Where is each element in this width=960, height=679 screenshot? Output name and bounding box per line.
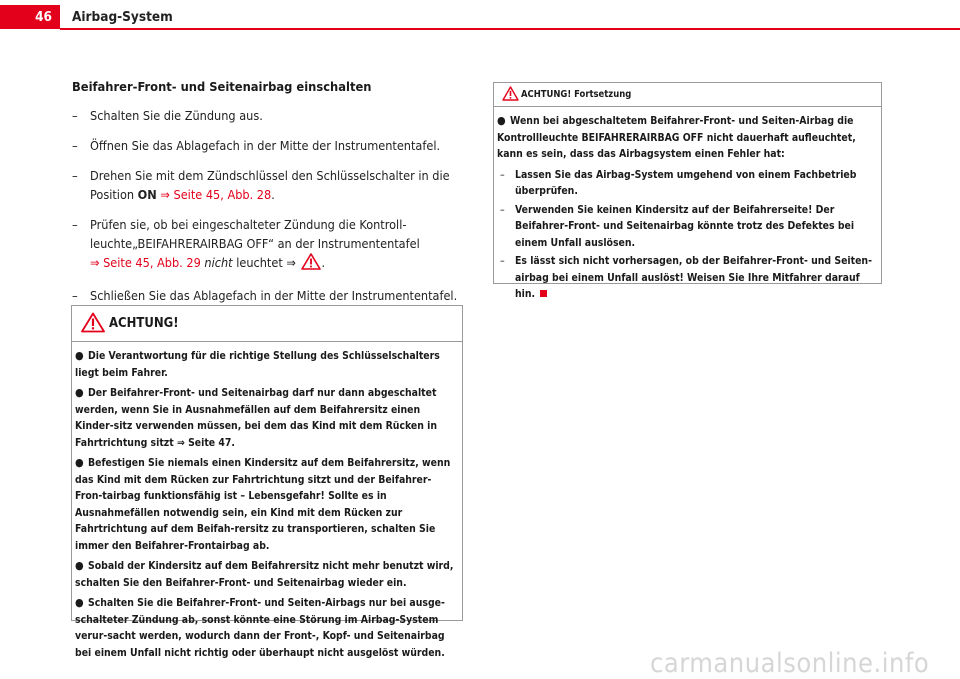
sub-item-text: Es lässt sich nicht vorhersagen, ob der Beifahrer-Front- und Seiten-airbag bei einem Unfall auslöst! Weisen Sie Ihre Mitfahrer darauf hin. (515, 255, 872, 300)
warning-item (75, 385, 458, 451)
step-dash: – (72, 108, 78, 123)
header-rule (60, 28, 960, 30)
instructions-column (72, 80, 464, 316)
sub-item-text: Verwenden Sie keinen Kindersitz auf der Beifahrerseite! Der Beifahrer-Front- und Seitenairbag könnte trotz des Defektes bei einem Unfall auslösen. (515, 203, 855, 249)
ref-arrow-icon: ⇒ (176, 436, 185, 449)
step-2 (72, 136, 464, 155)
continued-intro-text: Wenn bei abgeschaltetem Beifahrer-Front- und Seiten-Airbag die Kontrollleuchte BEIFAHRERAIRBAG OFF nicht dauerhaft aufleuchtet, kann es sein, dass das Airbagsystem einen Fehler hat: (497, 115, 856, 160)
step-dash: – (72, 217, 78, 232)
warning-item (75, 455, 458, 554)
continued-box-header (494, 83, 881, 107)
step-5 (72, 286, 464, 305)
watermark: carmanualsonline.info (650, 648, 930, 679)
position-on-label: ON (137, 187, 157, 202)
emphasis-text: nicht (204, 255, 233, 270)
step-4 (72, 215, 464, 275)
step-text: Öffnen Sie das Ablagefach in der Mitte der Instrumententafel. (90, 138, 441, 153)
step-dash: – (72, 288, 78, 303)
warning-triangle-icon (81, 312, 105, 337)
warning-heading: ACHTUNG! (109, 316, 179, 331)
warning-item (75, 558, 458, 591)
section-title: Beifahrer-Front- und Seitenairbag einschalten (72, 80, 372, 95)
sub-dash: – (500, 203, 505, 216)
ref-arrow-icon: ⇒ (90, 255, 100, 270)
bullet: ● (75, 596, 84, 609)
warning-item-text: Der Beifahrer-Front- und Seitenairbag darf nur dann abgeschaltet werden, wenn Sie in Ausnahmefällen auf dem Beifahrersitz einen Kinder-sitz verwenden müssen, bei dem das Kind mit dem Rücken in Fahrtrichtung sitzt (75, 387, 438, 449)
page-ref-link[interactable]: Seite 45, Abb. 28 (173, 187, 272, 202)
warning-item (75, 595, 458, 661)
continued-box-body (494, 107, 881, 303)
step-dash: – (72, 138, 78, 153)
sub-item (497, 253, 877, 303)
page-title: Airbag-System (72, 9, 173, 25)
warning-box-header (72, 306, 462, 342)
bullet: ● (75, 386, 84, 399)
page-number: 46 (0, 5, 60, 29)
warning-item-text: Schalten Sie die Beifahrer-Front- und Seiten-Airbags nur bei ausge-schalteter Zündung ab, sonst könnte eine Störung im Airbag-System verur-sacht werden, wodurch dann der Front-, Kopf- und Seitenairbag bei einem Unfall nicht richtig oder überhaupt nicht ausgelöst würden. (75, 597, 445, 659)
warning-item (75, 348, 458, 381)
bullet: ● (75, 456, 84, 469)
step-text: Prüfen sie, ob bei eingeschalteter Zündung die Kontroll-leuchte„BEIFAHRERAIRBAG OFF“ an der Instrumententafel (90, 217, 420, 251)
step-1 (72, 106, 464, 125)
step-tail: . (321, 255, 326, 270)
end-of-section-marker (540, 290, 547, 297)
warning-box (71, 305, 463, 659)
continued-warning-box (493, 82, 882, 300)
step-text: Drehen Sie mit dem Zündschlüssel den Schlüsselschalter in die Position (90, 168, 450, 202)
step-text: Schalten Sie die Zündung aus. (90, 108, 263, 123)
warning-item-text: Befestigen Sie niemals einen Kindersitz auf dem Beifahrersitz, wenn das Kind mit dem Rücken zur Fahrtrichtung sitzt und der Beifahrer-Fron-tairbag funktionsfähig ist – Lebensgefahr! Sollte es in Ausnahmefällen notwendig sein, ein Kind mit dem Rücken zur Fahrtrichtung auf dem Beifah-rersitz zu transportieren, schalten Sie immer den Beifahrer-Frontairbag ab. (75, 457, 451, 552)
warning-triangle-icon (301, 253, 321, 275)
sub-dash: – (500, 168, 505, 181)
bullet: ● (75, 559, 84, 572)
warning-triangle-icon (502, 86, 519, 105)
step-text: leuchtet ⇒ (232, 255, 296, 270)
step-text: Schließen Sie das Ablagefach in der Mitte der Instrumententafel. (90, 288, 458, 303)
warning-box-body (72, 342, 462, 661)
continued-intro (497, 113, 877, 163)
warning-item-text: Die Verantwortung für die richtige Stellung des Schlüsselschalters liegt beim Fahrer. (75, 350, 440, 379)
bullet: ● (75, 349, 84, 362)
step-3 (72, 166, 464, 204)
step-dash: – (72, 168, 78, 183)
sub-item (497, 202, 877, 252)
continued-heading: ACHTUNG! Fortsetzung (521, 89, 632, 100)
sub-item (497, 167, 877, 200)
bullet: ● (497, 114, 506, 127)
page-ref-link[interactable]: Seite 45, Abb. 29 (103, 255, 201, 270)
ref-arrow-icon: ⇒ (160, 187, 170, 202)
sub-item-text: Lassen Sie das Airbag-System umgehend von einem Fachbetrieb überprüfen. (515, 168, 857, 197)
page-header (0, 0, 960, 31)
warning-item-text: Sobald der Kindersitz auf dem Beifahrersitz nicht mehr benutzt wird, schalten Sie den Beifahrer-Front- und Seitenairbag wieder ein. (75, 560, 454, 589)
sub-dash: – (500, 255, 505, 267)
page-ref-link[interactable]: Seite 47. (184, 436, 235, 449)
step-tail: . (271, 187, 275, 202)
